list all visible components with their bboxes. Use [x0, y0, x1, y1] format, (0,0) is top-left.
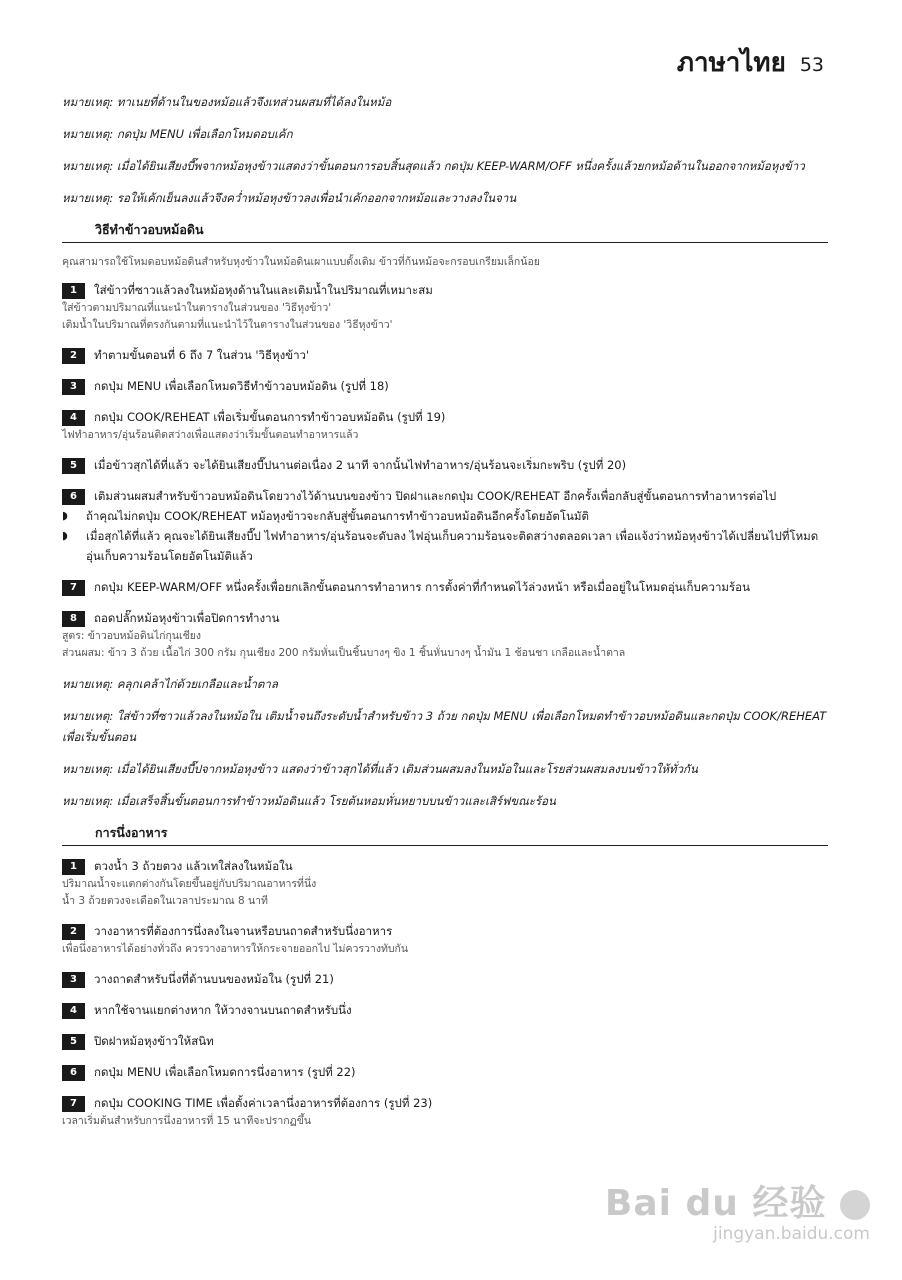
step-text: กดปุ่ม COOKING TIME เพื่อตั้งค่าเวลานึ่งอาหารที่ต้องการ (รูปที่ 23)	[94, 1096, 433, 1110]
language-title: ภาษาไทย	[676, 48, 786, 78]
step-number: 3	[62, 972, 85, 988]
bullet-text: เมื่อสุกได้ที่แล้ว คุณจะได้ยินเสียงบี๊ป ไฟทำอาหาร/อุ่นร้อนจะดับลง ไฟอุ่นเก็บความร้อนจะติดสว่างตลอดเวลา เพื่อแจ้งว่าหม้อหุงข้าวได้เปลี่ยนไปที่โหมดอุ่นเก็บความร้อนโดยอัตโนมัติแล้ว	[86, 529, 819, 563]
watermark-brand: Bai du 经验	[604, 1183, 827, 1224]
step-8	[62, 609, 828, 662]
watermark-url: jingyan.baidu.com	[713, 1224, 870, 1244]
section-title-steaming: การนึ่งอาหาร	[62, 823, 828, 846]
step-number: 2	[62, 348, 85, 364]
step-text: ใส่ข้าวที่ซาวแล้วลงในหม้อหุงด้านในและเติมน้ำในปริมาณที่เหมาะสม	[94, 283, 433, 297]
page-content	[62, 92, 828, 1142]
step-number: 8	[62, 611, 85, 627]
bullet-item	[62, 526, 828, 566]
step-5	[62, 456, 828, 475]
step-text: เมื่อข้าวสุกได้ที่แล้ว จะได้ยินเสียงบี๊ปนานต่อเนื่อง 2 นาที จากนั้นไฟทำอาหาร/อุ่นร้อนจะเริ่มกะพริบ (รูปที่ 20)	[94, 458, 627, 472]
steam-step-2	[62, 922, 828, 958]
steam-step-5	[62, 1032, 828, 1051]
step-3	[62, 377, 828, 396]
step-text: ปิดฝาหม้อหุงข้าวให้สนิท	[94, 1034, 214, 1048]
note: หมายเหตุ: คลุกเคล้าไก่ด้วยเกลือและน้ำตาล	[62, 677, 278, 691]
step-text: ตวงน้ำ 3 ถ้วยตวง แล้วเทใส่ลงในหม้อใน	[94, 859, 293, 873]
step-number: 5	[62, 458, 85, 474]
step-number: 1	[62, 283, 85, 299]
step-text: กดปุ่ม COOK/REHEAT เพื่อเริ่มขั้นตอนการทำข้าวอบหม้อดิน (รูปที่ 19)	[94, 410, 446, 424]
steam-step-7	[62, 1094, 828, 1130]
step-number: 6	[62, 489, 85, 505]
step-number: 3	[62, 379, 85, 395]
step-number: 2	[62, 924, 85, 940]
step-detail: ใส่ข้าวตามปริมาณที่แนะนำในตารางในส่วนของ 'วิธีหุงข้าว'	[62, 302, 332, 314]
paw-icon	[840, 1190, 870, 1220]
step-detail: ปริมาณน้ำจะแตกต่างกันโดยขึ้นอยู่กับปริมาณอาหารที่นึ่ง	[62, 878, 317, 890]
step-text: กดปุ่ม MENU เพื่อเลือกโหมดการนึ่งอาหาร (รูปที่ 22)	[94, 1065, 356, 1079]
step-detail: เวลาเริ่มต้นสำหรับการนึ่งอาหารที่ 15 นาทีจะปรากฏขึ้น	[62, 1115, 312, 1127]
step-1	[62, 281, 828, 334]
step-detail: ไฟทำอาหาร/อุ่นร้อนติดสว่างเพื่อแสดงว่าเริ่มขั้นตอนทำอาหารแล้ว	[62, 429, 359, 441]
recipe-ingredients: ส่วนผสม: ข้าว 3 ถ้วย เนื้อไก่ 300 กรัม กุนเชียง 200 กรัมหั่นเป็นชิ้นบางๆ ขิง 1 ชิ้นหั่นบางๆ น้ำมัน 1 ช้อนชา เกลือและน้ำตาล	[62, 647, 626, 659]
step-number: 7	[62, 1096, 85, 1112]
step-text: เติมส่วนผสมสำหรับข้าวอบหม้อดินโดยวางไว้ด้านบนของข้าว ปิดฝาและกดปุ่ม COOK/REHEAT อีกครั้งเพื่อกลับสู่ขั้นตอนการทำอาหารต่อไป	[94, 489, 777, 503]
recipe-name: สูตร: ข้าวอบหม้อดินไก่กุนเชียง	[62, 630, 201, 642]
steam-step-1	[62, 857, 828, 910]
step-text: กดปุ่ม KEEP-WARM/OFF หนึ่งครั้งเพื่อยกเลิกขั้นตอนการทำอาหาร การตั้งค่าที่กำหนดไว้ล่วงหน้า หรือเมื่ออยู่ในโหมดอุ่นเก็บความร้อน	[94, 580, 750, 594]
step-4	[62, 408, 828, 444]
note: หมายเหตุ: กดปุ่ม MENU เพื่อเลือกโหมดอบเค้ก	[62, 127, 293, 141]
note: หมายเหตุ: รอให้เค้กเย็นลงแล้วจึงคว่ำหม้อหุงข้าวลงเพื่อนำเค้กออกจากหม้อและวางลงในจาน	[62, 191, 517, 205]
step-number: 4	[62, 1003, 85, 1019]
step-text: ถอดปลั๊กหม้อหุงข้าวเพื่อปิดการทำงาน	[94, 611, 280, 625]
page-number: 53	[799, 54, 824, 76]
bullet-item	[62, 506, 828, 526]
step-text: กดปุ่ม MENU เพื่อเลือกโหมดวิธีทำข้าวอบหม้อดิน (รูปที่ 18)	[94, 379, 389, 393]
step-2	[62, 346, 828, 365]
step-number: 7	[62, 580, 85, 596]
step-text: วางถาดสำหรับนึ่งที่ด้านบนของหม้อใน (รูปที่ 21)	[94, 972, 334, 986]
note: หมายเหตุ: ใส่ข้าวที่ซาวแล้วลงในหม้อใน เติมน้ำจนถึงระดับน้ำสำหรับข้าว 3 ถ้วย กดปุ่ม MENU เพื่อเลือกโหมดทำข้าวอบหม้อดินและกดปุ่ม COOK/REHEAT เพื่อเริ่มขั้นตอน	[62, 709, 827, 744]
steam-step-3	[62, 970, 828, 989]
step-text: ทำตามขั้นตอนที่ 6 ถึง 7 ในส่วน 'วิธีหุงข้าว'	[94, 348, 310, 362]
bullet-marker-icon: ◗	[62, 529, 68, 542]
step-6	[62, 487, 828, 566]
step-text: หากใช้จานแยกต่างหาก ให้วางจานบนถาดสำหรับนึ่ง	[94, 1003, 352, 1017]
step-detail: น้ำ 3 ถ้วยตวงจะเดือดในเวลาประมาณ 8 นาที	[62, 895, 268, 907]
note: หมายเหตุ: ทาเนยที่ด้านในของหม้อแล้วจึงเทส่วนผสมที่ได้ลงในหม้อ	[62, 95, 392, 109]
section-title-clay-pot: วิธีทำข้าวอบหม้อดิน	[62, 220, 828, 243]
step-number: 6	[62, 1065, 85, 1081]
step-7	[62, 578, 828, 597]
step-number: 1	[62, 859, 85, 875]
bullet-text: ถ้าคุณไม่กดปุ่ม COOK/REHEAT หม้อหุงข้าวจะกลับสู่ขั้นตอนการทำข้าวอบหม้อดินอีกครั้งโดยอัตโนมัติ	[86, 509, 589, 523]
section-intro: คุณสามารถใช้โหมดอบหม้อดินสำหรับหุงข้าวในหม้อดินเผาแบบดั้งเดิม ข้าวที่ก้นหม้อจะกรอบเกรียมเล็กน้อย	[62, 256, 540, 268]
steam-step-6	[62, 1063, 828, 1082]
step-number: 5	[62, 1034, 85, 1050]
step-detail: เติมน้ำในปริมาณที่ตรงกันตามที่แนะนำไว้ในตารางในส่วนของ 'วิธีหุงข้าว'	[62, 319, 393, 331]
step-number: 4	[62, 410, 85, 426]
step-text: วางอาหารที่ต้องการนึ่งลงในจานหรือบนถาดสำหรับนึ่งอาหาร	[94, 924, 393, 938]
note: หมายเหตุ: เมื่อได้ยินเสียงบี๊พจากหม้อหุงข้าวแสดงว่าขั้นตอนการอบสิ้นสุดแล้ว กดปุ่ม KEEP-WARM/OFF หนึ่งครั้งแล้วยกหม้อด้านในออกจากหม้อหุงข้าว	[62, 159, 805, 173]
bullet-marker-icon: ◗	[62, 509, 68, 522]
steam-step-4	[62, 1001, 828, 1020]
baidu-watermark	[605, 1175, 870, 1244]
step-detail: เพื่อนึ่งอาหารได้อย่างทั่วถึง ควรวางอาหารให้กระจายออกไป ไม่ควรวางทับกัน	[62, 943, 409, 955]
note: หมายเหตุ: เมื่อได้ยินเสียงบี๊ปจากหม้อหุงข้าว แสดงว่าข้าวสุกได้ที่แล้ว เติมส่วนผสมลงในหม้อในและโรยส่วนผสมลงบนข้าวให้ทั่วกัน	[62, 762, 698, 776]
page-header	[677, 42, 824, 83]
note: หมายเหตุ: เมื่อเสร็จสิ้นขั้นตอนการทำข้าวหม้อดินแล้ว โรยต้นหอมหั่นหยาบบนข้าวและเสิร์ฟขณะร้อน	[62, 794, 556, 808]
